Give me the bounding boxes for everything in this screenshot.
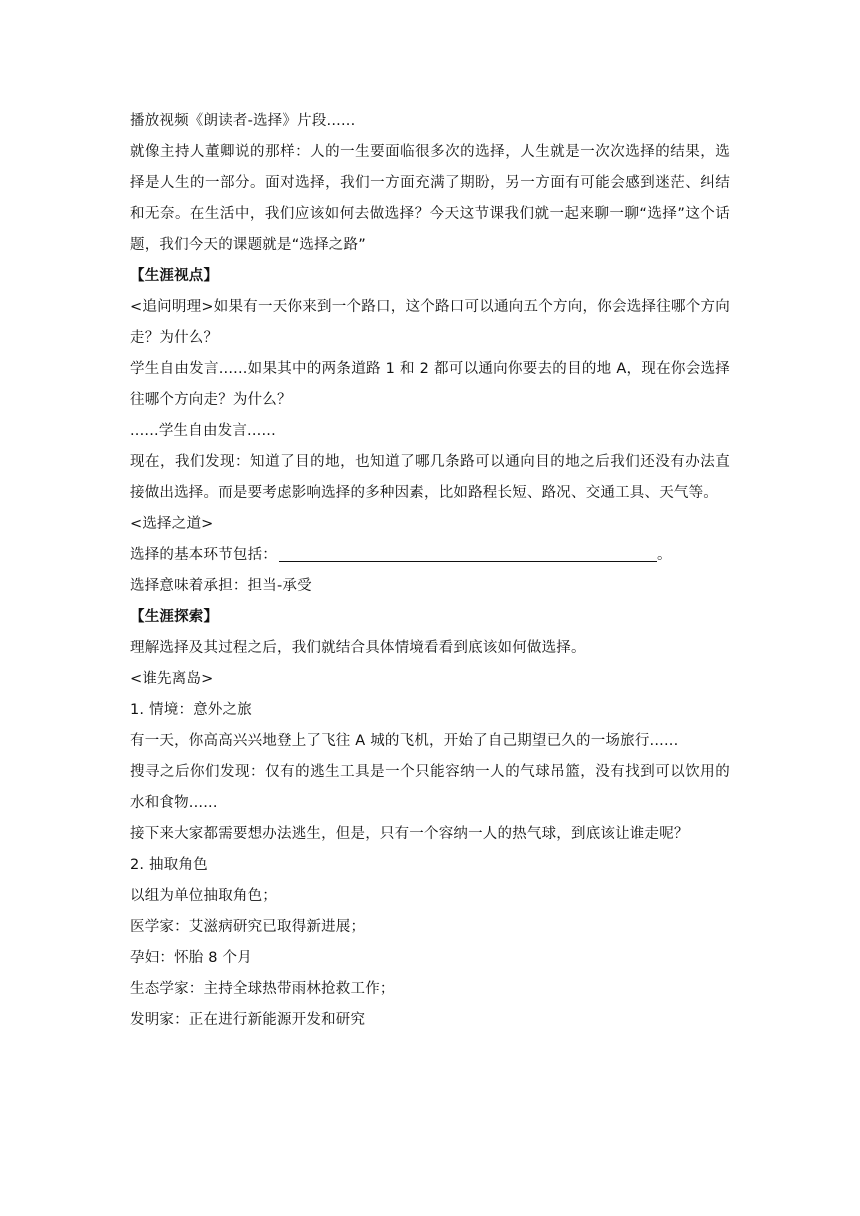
scenario-heading: 1. 情境：意外之旅 bbox=[130, 702, 252, 718]
intro-video-line: 播放视频《朗读者-选择》片段...... bbox=[130, 113, 356, 129]
basic-steps-line bbox=[130, 540, 730, 571]
responsibility-line: 选择意味着承担：担当-承受 bbox=[130, 578, 312, 594]
scenario-escape-line: 接下来大家都需要想办法逃生，但是，只有一个容纳一人的热气球，到底该让谁走呢？ bbox=[130, 826, 689, 842]
exploration-intro: 理解选择及其过程之后，我们就结合具体情境看看到底该如何做选择。 bbox=[130, 640, 586, 656]
student-discussion-paragraph: 学生自由发言......如果其中的两条道路 1 和 2 都可以通向你要去的目的地 A，现在你会选择往哪个方向走？为什么？ bbox=[130, 361, 730, 408]
intro-paragraph: 就像主持人董卿说的那样：人的一生要面临很多次的选择，人生就是一次次选择的结果，选择是人生的一部分。面对选择，我们一方面充满了期盼，另一方面有可能会感到迷茫、纠结和无奈。在生活中，我们应该如何去做选择？今天这节课我们就一起来聊一聊“选择”这个话题，我们今天的课题就是“选择之路” bbox=[130, 144, 730, 253]
document-page bbox=[130, 106, 730, 1036]
role-pregnant-woman: 孕妇：怀胎 8 个月 bbox=[130, 950, 252, 966]
island-activity-label: <谁先离岛> bbox=[130, 671, 214, 687]
scenario-trip-line: 有一天，你高高兴兴地登上了飞往 A 城的飞机，开始了自己期望已久的一场旅行...... bbox=[130, 733, 679, 749]
discovery-paragraph: 现在，我们发现：知道了目的地，也知道了哪几条路可以通向目的地之后我们还没有办法直接做出选择。而是要考虑影响选择的多种因素，比如路程长短、路况、交通工具、天气等。 bbox=[130, 454, 730, 501]
role-medical-scientist: 医学家：艾滋病研究已取得新进展； bbox=[130, 919, 366, 935]
scenario-search-paragraph: 搜寻之后你们发现：仅有的逃生工具是一个只能容纳一人的气球吊篮，没有找到可以饮用的水和食物...... bbox=[130, 764, 730, 811]
question-paragraph: <追问明理>如果有一天你来到一个路口，这个路口可以通向五个方向，你会选择往哪个方向走？为什么？ bbox=[130, 299, 730, 346]
role-ecologist: 生态学家：主持全球热带雨林抢救工作； bbox=[130, 981, 395, 997]
basic-steps-period: 。 bbox=[657, 547, 672, 563]
student-discussion-line: ......学生自由发言...... bbox=[130, 423, 276, 439]
section-heading-career-exploration: 【生涯探索】 bbox=[130, 609, 219, 625]
choice-way-label: <选择之道> bbox=[130, 516, 214, 532]
fill-in-blank bbox=[279, 560, 657, 562]
role-inventor: 发明家：正在进行新能源开发和研究 bbox=[130, 1012, 366, 1028]
role-draw-heading: 2. 抽取角色 bbox=[130, 857, 208, 873]
basic-steps-label: 选择的基本环节包括： bbox=[130, 547, 277, 563]
role-draw-instruction: 以组为单位抽取角色； bbox=[130, 888, 277, 904]
section-heading-career-viewpoint: 【生涯视点】 bbox=[130, 268, 219, 284]
